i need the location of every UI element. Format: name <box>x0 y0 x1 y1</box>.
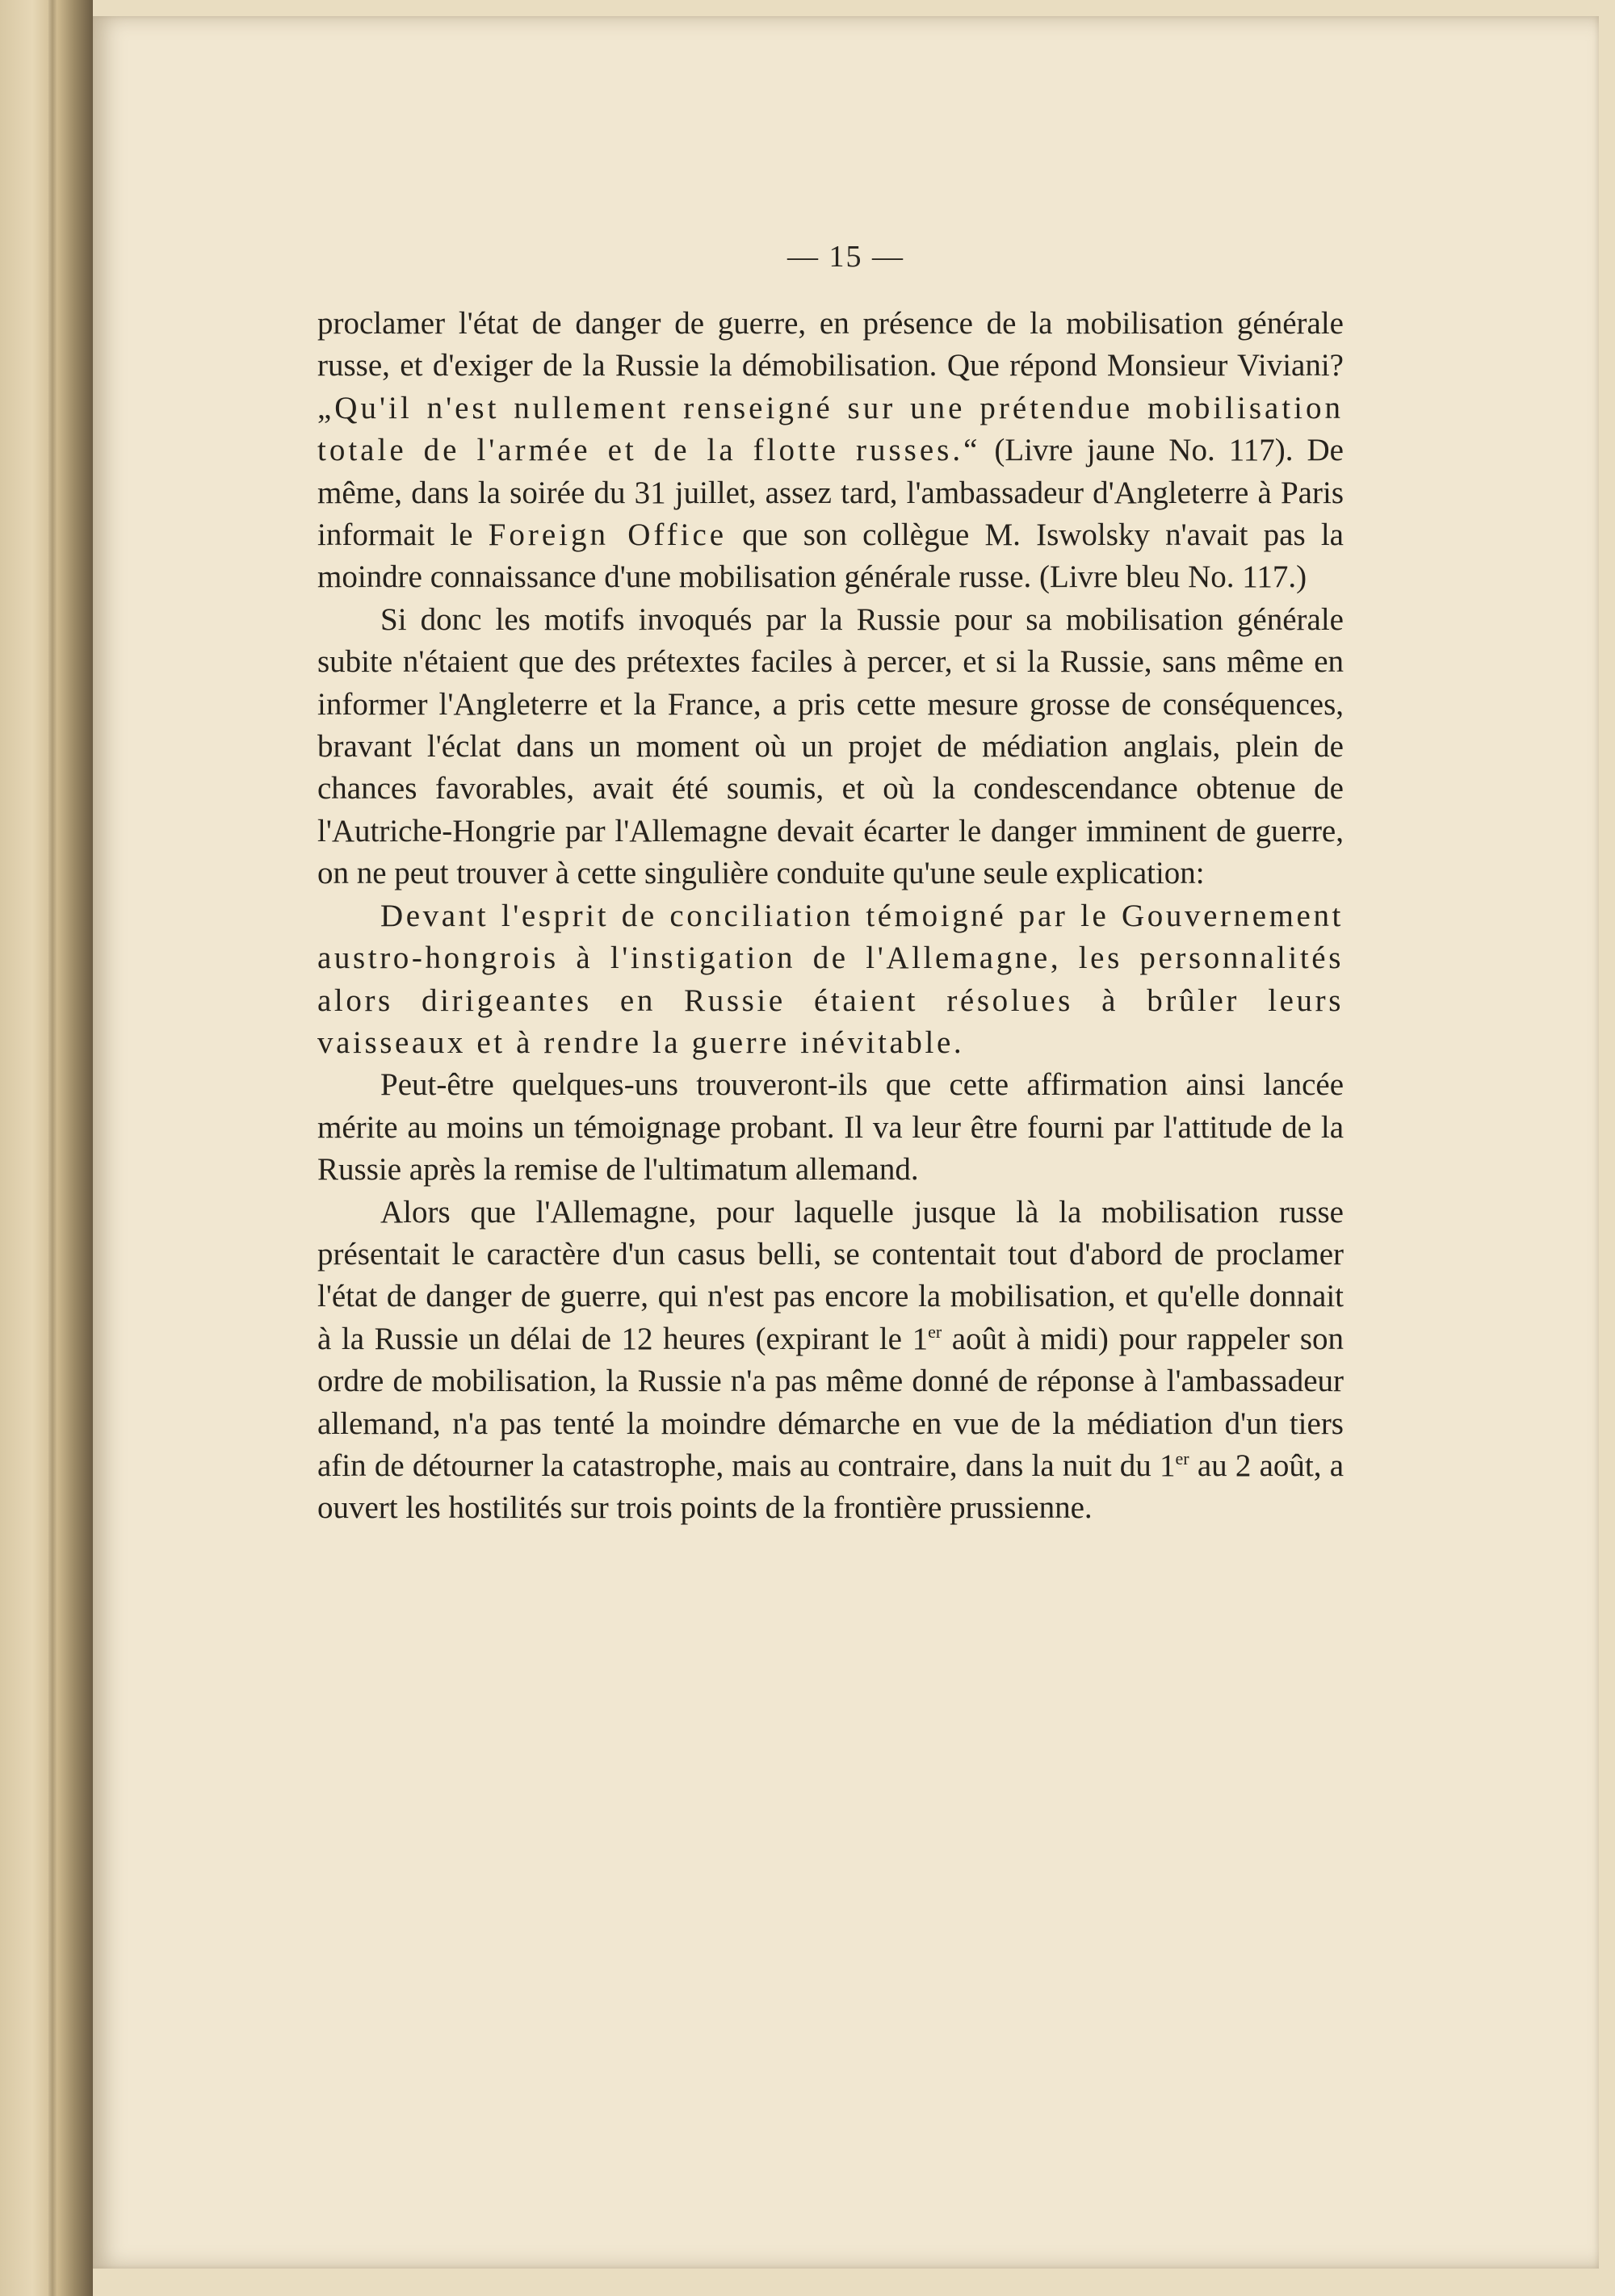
paragraph-1-quote: „Qu'il n'est nullement renseigné sur une prétendue mobilisation totale de l'armée et de la flotte russes.“ <box>317 390 1344 468</box>
paragraph-3: Devant l'esprit de conciliation témoigné par le Gouvernement austro-hongrois à l'instigation de l'Allemagne, les personnalités alors dirigeantes en Russie étaient résolues à brûler leurs vaisseaux et à rendre la guerre inévitable. <box>317 898 1344 1060</box>
paragraph-1-part-c: (Livre jaune No. 117). De même, dans la soirée du 31 juillet, assez tard, l'ambassadeur d'Angleterre à Paris informait le <box>317 433 1344 553</box>
paragraph-5-superscript-1: er <box>928 1321 942 1342</box>
paragraph-1-part-a: proclamer l'état de danger de guerre, en présence de la mobilisation générale russe, et d'exiger de la Russie la démobilisation. Que répond Monsieur Viviani? <box>317 306 1344 383</box>
paragraph-5-superscript-2: er <box>1175 1448 1189 1469</box>
page-body-text <box>317 303 1344 1530</box>
paragraph-5-part-a: Alors que l'Allemagne, pour laquelle jusque là la mobilisation russe présentait le caractère d'un casus belli, se contentait tout d'abord de proclamer l'état de danger de guerre, qui n'est pas encore la mobilisation, et qu'elle donnait à la Russie un délai de 12 heures (expirant le 1 <box>317 1194 1344 1356</box>
paragraph-1-foreign-office: Foreign Office <box>488 517 728 553</box>
paragraph-5-part-c: au 2 août, a ouvert les hostilités sur trois points de la frontière prussienne. <box>317 1448 1344 1526</box>
binding-shadow <box>48 0 57 2296</box>
page-number: — 15 — <box>787 240 904 274</box>
paragraph-1 <box>317 303 1344 599</box>
paragraph-5 <box>317 1192 1344 1530</box>
paragraph-4: Peut-être quelques-uns trouveront-ils que cette affirmation ainsi lancée mérite au moins un témoignage probant. Il va leur être fourni par l'attitude de la Russie après la remise de l'ultimatum allemand. <box>317 1067 1344 1188</box>
paragraph-5-part-b: août à midi) pour rappeler son ordre de mobilisation, la Russie n'a pas même donné de réponse à l'ambassadeur allemand, n'a pas tenté la moindre démarche en vue de la médiation d'un tiers afin de détourner la catastrophe, mais au contraire, dans la nuit du 1 <box>317 1321 1344 1483</box>
book-binding <box>0 0 93 2296</box>
book-page <box>93 16 1599 2269</box>
paragraph-1-part-e: que son collègue M. Iswolsky n'avait pas la moindre connaissance d'une mobilisation générale russe. (Livre bleu No. 117.) <box>317 517 1344 595</box>
paragraph-2: Si donc les motifs invoqués par la Russie pour sa mobilisation générale subite n'étaient que des prétextes faciles à percer, et si la Russie, sans même en informer l'Angleterre et la France, a pris cette mesure grosse de conséquences, bravant l'éclat dans un moment où un projet de médiation anglais, plein de chances favorables, avait été soumis, et où la condescendance obtenue de l'Autriche-Hongrie par l'Allemagne devait écarter le danger imminent de guerre, on ne peut trouver à cette singulière conduite qu'une seule explication: <box>317 601 1344 891</box>
